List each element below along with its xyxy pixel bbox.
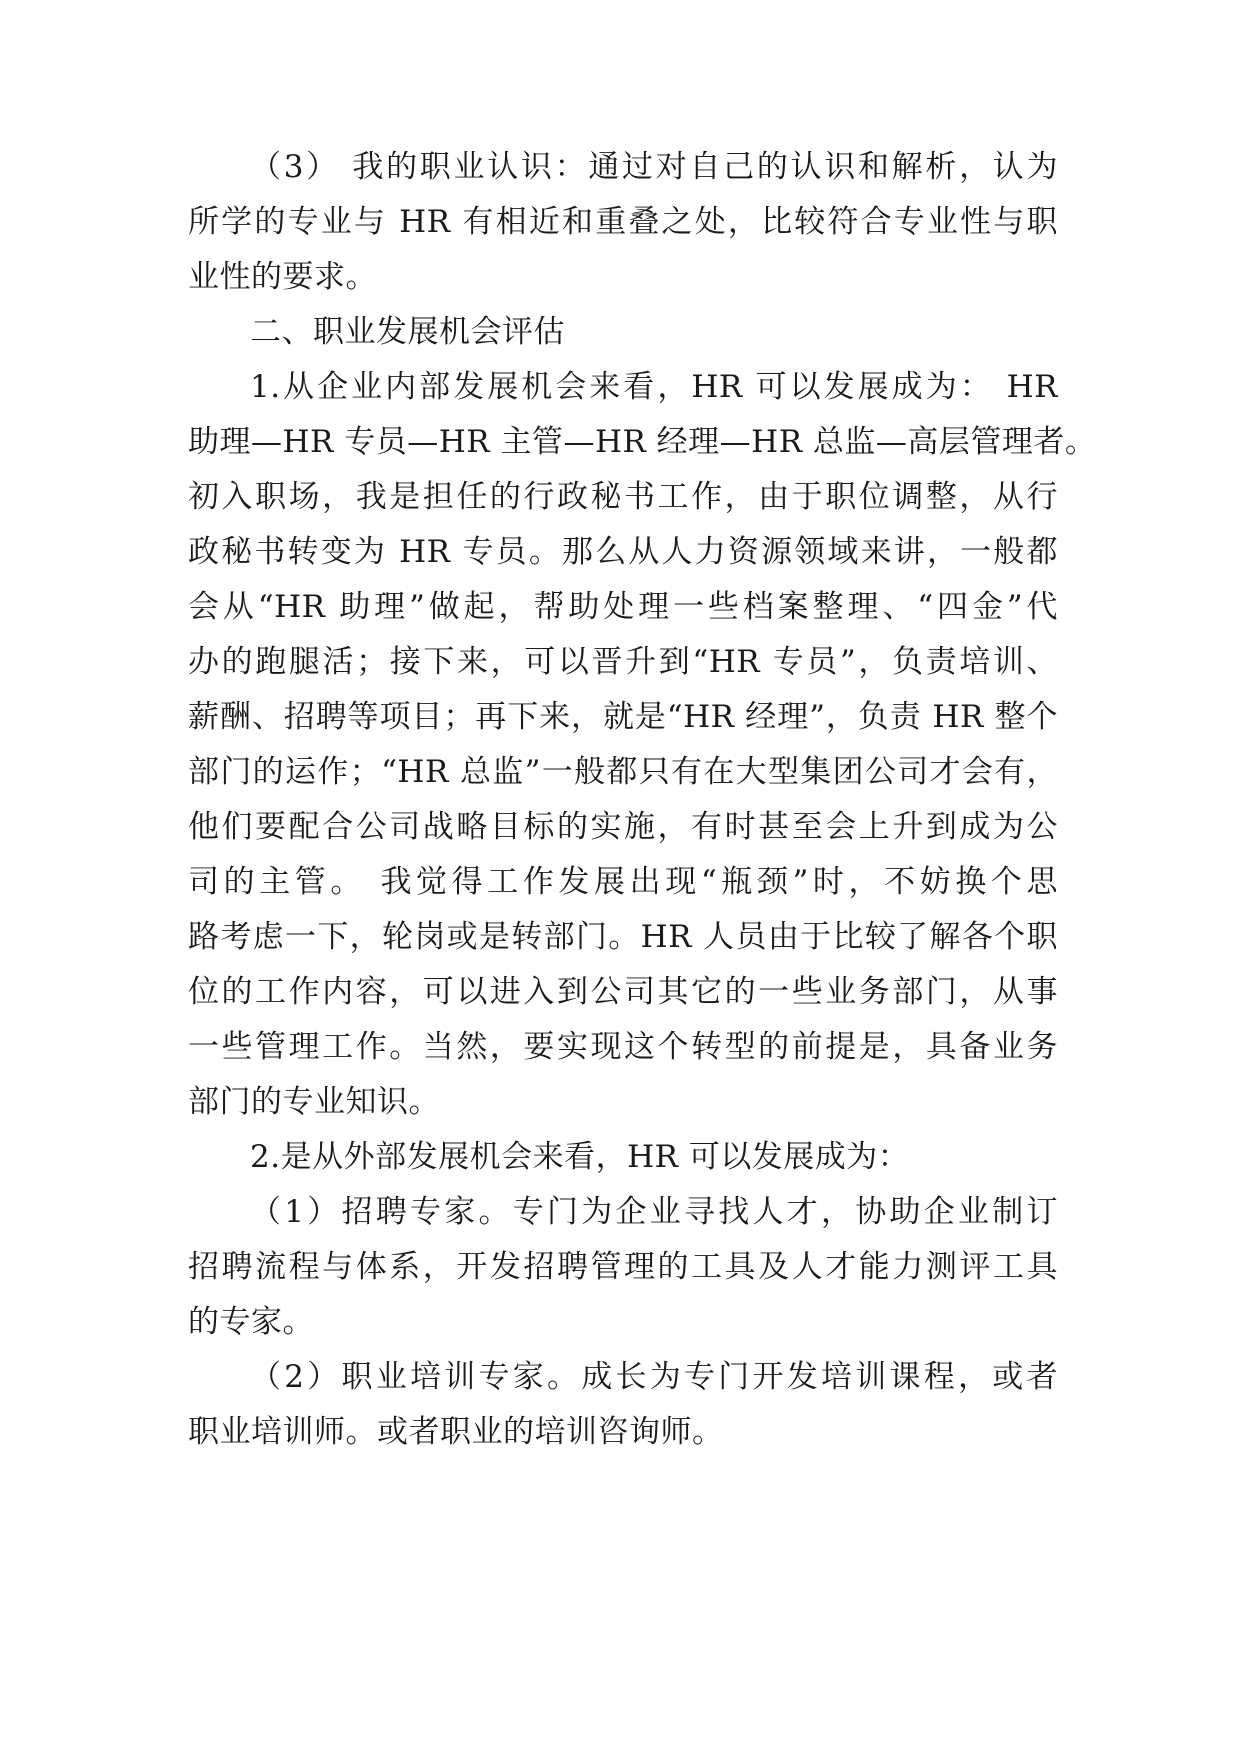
- paragraph-line: 部门的运作；“HR 总监”一般都只有在大型集团公司才会有，: [188, 754, 1058, 790]
- paragraph-line: 业性的要求。: [188, 259, 377, 295]
- paragraph-line: 位的工作内容，可以进入到公司其它的一些业务部门，从事: [188, 974, 1058, 1010]
- paragraph-line: 他们要配合公司战略目标的实施，有时甚至会上升到成为公: [188, 809, 1058, 845]
- paragraph-line: 会从“HR 助理”做起，帮助处理一些档案整理、“四金”代: [188, 589, 1058, 625]
- section-heading: 二、职业发展机会评估: [250, 314, 565, 350]
- paragraph-line: 1.从企业内部发展机会来看，HR 可以发展成为： HR: [250, 369, 1058, 405]
- paragraph-line: 所学的专业与 HR 有相近和重叠之处，比较符合专业性与职: [188, 204, 1058, 240]
- paragraph-line: 2.是从外部发展机会来看，HR 可以发展成为：: [250, 1139, 910, 1175]
- paragraph-line: 初入职场，我是担任的行政秘书工作，由于职位调整，从行: [188, 479, 1058, 515]
- paragraph-line: 招聘流程与体系，开发招聘管理的工具及人才能力测评工具: [188, 1249, 1058, 1285]
- paragraph-line: 司的主管。 我觉得工作发展出现“瓶颈”时，不妨换个思: [188, 864, 1058, 900]
- paragraph-line: 薪酬、招聘等项目；再下来，就是“HR 经理”，负责 HR 整个: [188, 699, 1058, 735]
- paragraph-line: 职业培训师。或者职业的培训咨询师。: [188, 1414, 724, 1450]
- paragraph-line: （3） 我的职业认识：通过对自己的认识和解析，认为: [250, 149, 1058, 185]
- paragraph-line: 路考虑一下，轮岗或是转部门。HR 人员由于比较了解各个职: [188, 919, 1058, 955]
- paragraph-line: 部门的专业知识。: [188, 1084, 440, 1120]
- paragraph-line: （2）职业培训专家。成长为专门开发培训课程，或者: [250, 1359, 1058, 1395]
- paragraph-line: 一些管理工作。当然，要实现这个转型的前提是，具备业务: [188, 1029, 1058, 1065]
- paragraph-line: 助理—HR 专员—HR 主管—HR 经理—HR 总监—高层管理者。: [188, 424, 1097, 460]
- paragraph-line: 政秘书转变为 HR 专员。那么从人力资源领域来讲，一般都: [188, 534, 1058, 570]
- paragraph-line: （1）招聘专家。专门为企业寻找人才，协助企业制订: [250, 1194, 1058, 1230]
- paragraph-line: 的专家。: [188, 1304, 314, 1340]
- paragraph-line: 办的跑腿活；接下来，可以晋升到“HR 专员”，负责培训、: [188, 644, 1058, 680]
